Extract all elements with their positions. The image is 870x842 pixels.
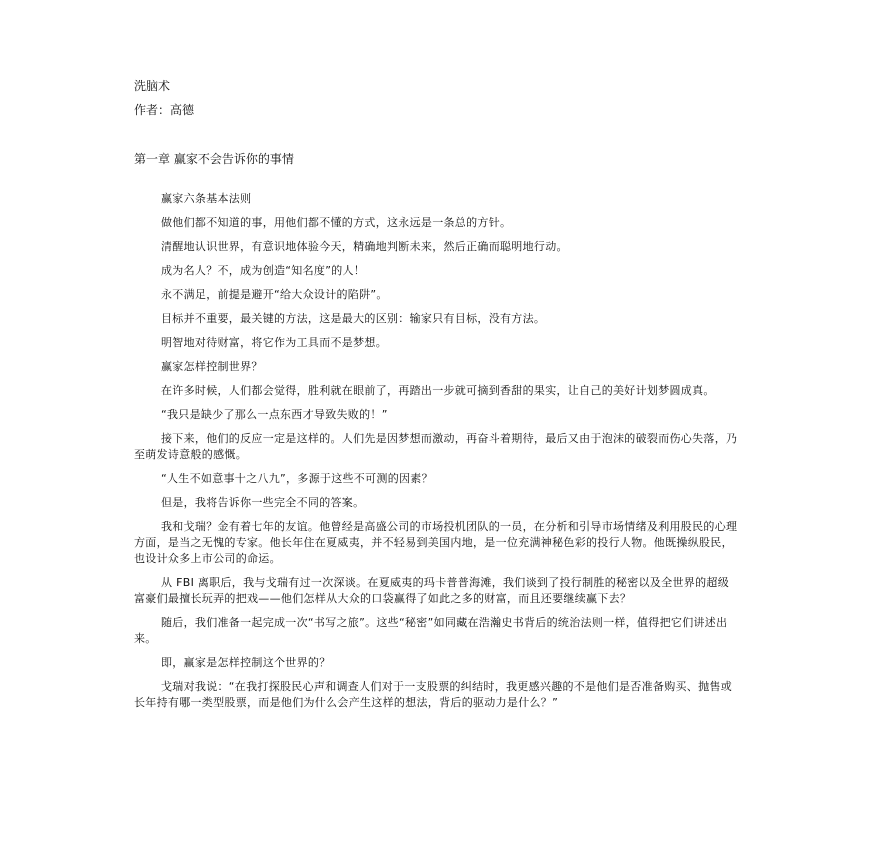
paragraph: 随后，我们准备一起完成一次“书写之旅”。这些“秘密”如同藏在浩瀚史书背后的统治法则一样，值得把它们讲述出来。 bbox=[134, 616, 728, 645]
author-line: 作者：高德 bbox=[134, 103, 195, 117]
paragraph: 做他们都不知道的事，用他们都不懂的方式，这永远是一条总的方针。 bbox=[161, 216, 512, 229]
paragraph: 在许多时候，人们都会觉得，胜利就在眼前了，再踏出一步就可摘到香甜的果实，让自己的美好计划梦圆成真。 bbox=[161, 384, 715, 397]
chapter-title: 第一章 赢家不会告诉你的事情 bbox=[134, 152, 294, 166]
chapter-body bbox=[134, 191, 740, 714]
paragraph: 接下来，他们的反应一定是这样的。人们先是因梦想而激动，再奋斗着期待，最后又由于泡沫的破裂而伤心失落，乃至萌发诗意般的感慨。 bbox=[134, 432, 738, 461]
paragraph: 目标并不重要，最关键的方法，这是最大的区别：输家只有目标，没有方法。 bbox=[161, 312, 546, 325]
paragraph: 戈瑞对我说：“在我打探股民心声和调查人们对于一支股票的纠结时，我更感兴趣的不是他们是否准备购买、抛售或长年持有哪一类型股票，而是他们为什么会产生这样的想法，背后的驱动力是什么？” bbox=[134, 680, 732, 709]
paragraph: 成为名人？不，成为创造“知名度”的人！ bbox=[161, 264, 366, 277]
paragraph: “我只是缺少了那么一点东西才导致失败的！” bbox=[161, 408, 388, 421]
paragraph: 永不满足，前提是避开“给大众设计的陷阱”。 bbox=[161, 288, 388, 301]
paragraph: 清醒地认识世界，有意识地体验今天，精确地判断未来，然后正确而聪明地行动。 bbox=[161, 240, 568, 253]
book-title: 洗脑术 bbox=[134, 79, 171, 93]
paragraph: 从 FBI 离职后，我与戈瑞有过一次深谈。在夏威夷的玛卡普普海滩，我们谈到了投行制胜的秘密以及全世界的超级富豪们最擅长玩弄的把戏——他们怎样从大众的口袋赢得了如此之多的财富，而且还要继续赢下去？ bbox=[134, 576, 730, 605]
paragraph: 赢家六条基本法则 bbox=[161, 192, 252, 205]
paragraph: “人生不如意事十之八九”，多源于这些不可测的因素？ bbox=[161, 472, 433, 485]
paragraph: 赢家怎样控制世界？ bbox=[161, 360, 263, 373]
paragraph: 但是，我将告诉你一些完全不同的答案。 bbox=[161, 496, 365, 509]
paragraph: 我和戈瑞？金有着七年的友谊。他曾经是高盛公司的市场投机团队的一员，在分析和引导市场情绪及利用股民的心理方面，是当之无愧的专家。他长年住在夏威夷，并不轻易到美国内地，是一位充满神秘色彩的投行人物。他既操纵股民，也设计众多上市公司的命运。 bbox=[134, 520, 738, 565]
paragraph: 明智地对待财富，将它作为工具而不是梦想。 bbox=[161, 336, 387, 349]
paragraph: 即，赢家是怎样控制这个世界的？ bbox=[161, 656, 331, 669]
